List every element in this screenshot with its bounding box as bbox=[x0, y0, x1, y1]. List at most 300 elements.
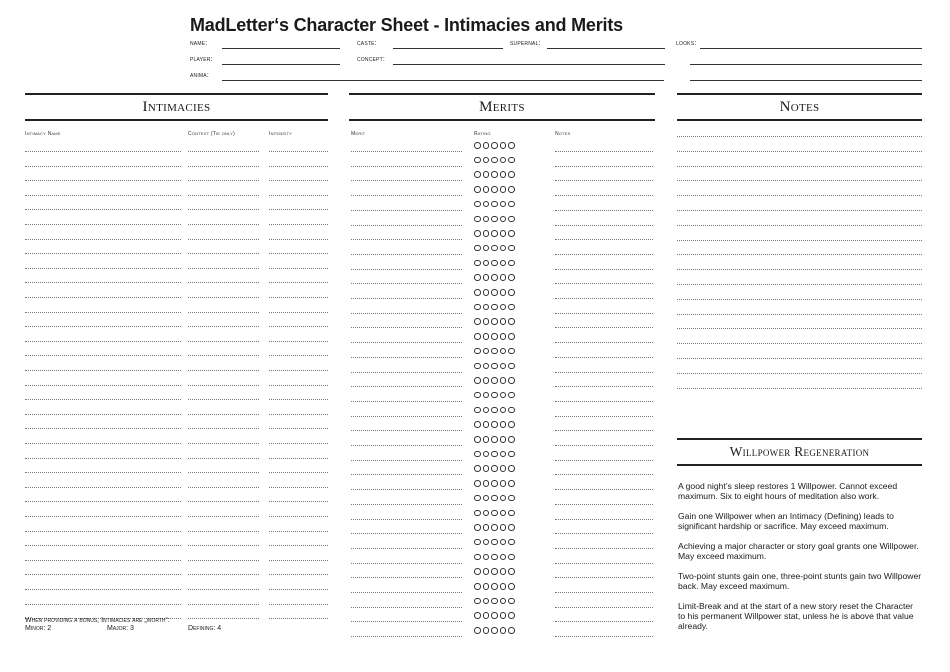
intimacy-context-line[interactable] bbox=[188, 326, 259, 327]
intimacy-intensity-line[interactable] bbox=[269, 341, 328, 342]
name-field[interactable] bbox=[222, 48, 340, 49]
rating-dot[interactable] bbox=[491, 583, 498, 590]
intimacy-context-line[interactable] bbox=[188, 180, 259, 181]
intimacy-context-line[interactable] bbox=[188, 560, 259, 561]
intimacy-intensity-line[interactable] bbox=[269, 253, 328, 254]
rating-dot[interactable] bbox=[474, 524, 481, 531]
intimacy-context-line[interactable] bbox=[188, 428, 259, 429]
intimacy-intensity-line[interactable] bbox=[269, 151, 328, 152]
rating-dot[interactable] bbox=[508, 142, 515, 149]
merit-name-line[interactable] bbox=[351, 254, 462, 255]
rating-dot[interactable] bbox=[474, 363, 481, 370]
rating-dot[interactable] bbox=[483, 274, 490, 281]
rating-dot[interactable] bbox=[483, 392, 490, 399]
merit-name-line[interactable] bbox=[351, 180, 462, 181]
intimacy-intensity-line[interactable] bbox=[269, 545, 328, 546]
rating-dot[interactable] bbox=[474, 421, 481, 428]
rating-dot[interactable] bbox=[508, 274, 515, 281]
rating-dot[interactable] bbox=[483, 583, 490, 590]
rating-dot[interactable] bbox=[491, 480, 498, 487]
merit-name-line[interactable] bbox=[351, 327, 462, 328]
rating-dot[interactable] bbox=[483, 186, 490, 193]
rating-dot[interactable] bbox=[500, 480, 507, 487]
notes-line[interactable] bbox=[677, 210, 922, 211]
merit-name-line[interactable] bbox=[351, 563, 462, 564]
rating-dot[interactable] bbox=[491, 157, 498, 164]
rating-dot[interactable] bbox=[500, 186, 507, 193]
merit-name-line[interactable] bbox=[351, 357, 462, 358]
merit-name-line[interactable] bbox=[351, 283, 462, 284]
rating-dot[interactable] bbox=[500, 436, 507, 443]
intimacy-intensity-line[interactable] bbox=[269, 268, 328, 269]
merit-name-line[interactable] bbox=[351, 474, 462, 475]
rating-dot[interactable] bbox=[500, 157, 507, 164]
intimacy-context-line[interactable] bbox=[188, 458, 259, 459]
merit-notes-line[interactable] bbox=[555, 151, 653, 152]
rating-dot[interactable] bbox=[483, 289, 490, 296]
intimacy-intensity-line[interactable] bbox=[269, 312, 328, 313]
rating-dot[interactable] bbox=[474, 216, 481, 223]
rating-dot[interactable] bbox=[483, 157, 490, 164]
merit-name-line[interactable] bbox=[351, 298, 462, 299]
merit-name-line[interactable] bbox=[351, 401, 462, 402]
rating-dot[interactable] bbox=[491, 333, 498, 340]
merit-name-line[interactable] bbox=[351, 460, 462, 461]
rating-dot[interactable] bbox=[483, 230, 490, 237]
merit-name-line[interactable] bbox=[351, 621, 462, 622]
intimacy-name-line[interactable] bbox=[25, 385, 181, 386]
merit-name-line[interactable] bbox=[351, 416, 462, 417]
rating-dot[interactable] bbox=[491, 465, 498, 472]
rating-dot[interactable] bbox=[491, 510, 498, 517]
intimacy-name-line[interactable] bbox=[25, 604, 181, 605]
rating-dot[interactable] bbox=[483, 436, 490, 443]
rating-dot[interactable] bbox=[491, 216, 498, 223]
merit-name-line[interactable] bbox=[351, 592, 462, 593]
rating-dot[interactable] bbox=[474, 510, 481, 517]
intimacy-context-line[interactable] bbox=[188, 312, 259, 313]
caste-field[interactable] bbox=[393, 48, 503, 49]
rating-dot[interactable] bbox=[483, 377, 490, 384]
intimacy-name-line[interactable] bbox=[25, 268, 181, 269]
player-field[interactable] bbox=[222, 64, 340, 65]
intimacy-context-line[interactable] bbox=[188, 209, 259, 210]
rating-dot[interactable] bbox=[508, 421, 515, 428]
rating-dot[interactable] bbox=[508, 230, 515, 237]
merit-name-line[interactable] bbox=[351, 504, 462, 505]
rating-dot[interactable] bbox=[508, 348, 515, 355]
rating-dot[interactable] bbox=[500, 554, 507, 561]
supernal-field[interactable] bbox=[547, 48, 665, 49]
notes-line[interactable] bbox=[677, 225, 922, 226]
rating-dot[interactable] bbox=[508, 216, 515, 223]
intimacy-name-line[interactable] bbox=[25, 589, 181, 590]
rating-dot[interactable] bbox=[474, 348, 481, 355]
rating-dot[interactable] bbox=[483, 451, 490, 458]
merit-notes-line[interactable] bbox=[555, 327, 653, 328]
rating-dot[interactable] bbox=[474, 260, 481, 267]
rating-dot[interactable] bbox=[500, 568, 507, 575]
notes-line[interactable] bbox=[677, 136, 922, 137]
rating-dot[interactable] bbox=[474, 465, 481, 472]
rating-dot[interactable] bbox=[508, 568, 515, 575]
rating-dot[interactable] bbox=[508, 186, 515, 193]
rating-dot[interactable] bbox=[508, 495, 515, 502]
rating-dot[interactable] bbox=[483, 318, 490, 325]
rating-dot[interactable] bbox=[491, 289, 498, 296]
rating-dot[interactable] bbox=[491, 171, 498, 178]
rating-dot[interactable] bbox=[491, 392, 498, 399]
rating-dot[interactable] bbox=[474, 568, 481, 575]
rating-dot[interactable] bbox=[508, 201, 515, 208]
rating-dot[interactable] bbox=[474, 142, 481, 149]
rating-dot[interactable] bbox=[474, 436, 481, 443]
rating-dot[interactable] bbox=[483, 260, 490, 267]
rating-dot[interactable] bbox=[483, 333, 490, 340]
intimacy-context-line[interactable] bbox=[188, 224, 259, 225]
intimacy-intensity-line[interactable] bbox=[269, 604, 328, 605]
rating-dot[interactable] bbox=[474, 157, 481, 164]
merit-name-line[interactable] bbox=[351, 313, 462, 314]
intimacy-name-line[interactable] bbox=[25, 574, 181, 575]
rating-dot[interactable] bbox=[491, 363, 498, 370]
rating-dot[interactable] bbox=[491, 348, 498, 355]
merit-notes-line[interactable] bbox=[555, 504, 653, 505]
merit-notes-line[interactable] bbox=[555, 166, 653, 167]
merit-name-line[interactable] bbox=[351, 519, 462, 520]
intimacy-context-line[interactable] bbox=[188, 239, 259, 240]
rating-dot[interactable] bbox=[491, 612, 498, 619]
merit-notes-line[interactable] bbox=[555, 225, 653, 226]
intimacy-name-line[interactable] bbox=[25, 166, 181, 167]
rating-dot[interactable] bbox=[500, 377, 507, 384]
rating-dot[interactable] bbox=[491, 230, 498, 237]
intimacy-name-line[interactable] bbox=[25, 501, 181, 502]
merit-notes-line[interactable] bbox=[555, 386, 653, 387]
merit-notes-line[interactable] bbox=[555, 563, 653, 564]
notes-line[interactable] bbox=[677, 373, 922, 374]
notes-line[interactable] bbox=[677, 343, 922, 344]
intimacy-intensity-line[interactable] bbox=[269, 487, 328, 488]
merit-name-line[interactable] bbox=[351, 533, 462, 534]
rating-dot[interactable] bbox=[483, 495, 490, 502]
intimacy-name-line[interactable] bbox=[25, 326, 181, 327]
merit-notes-line[interactable] bbox=[555, 180, 653, 181]
rating-dot[interactable] bbox=[483, 598, 490, 605]
intimacy-name-line[interactable] bbox=[25, 516, 181, 517]
intimacy-intensity-line[interactable] bbox=[269, 472, 328, 473]
rating-dot[interactable] bbox=[500, 495, 507, 502]
intimacy-context-line[interactable] bbox=[188, 574, 259, 575]
notes-line[interactable] bbox=[677, 388, 922, 389]
rating-dot[interactable] bbox=[483, 363, 490, 370]
merit-notes-line[interactable] bbox=[555, 430, 653, 431]
notes-line[interactable] bbox=[677, 269, 922, 270]
intimacy-context-line[interactable] bbox=[188, 253, 259, 254]
intimacy-context-line[interactable] bbox=[188, 414, 259, 415]
rating-dot[interactable] bbox=[474, 201, 481, 208]
intimacy-name-line[interactable] bbox=[25, 545, 181, 546]
notes-line[interactable] bbox=[677, 284, 922, 285]
merit-notes-line[interactable] bbox=[555, 283, 653, 284]
rating-dot[interactable] bbox=[500, 289, 507, 296]
intimacy-context-line[interactable] bbox=[188, 355, 259, 356]
rating-dot[interactable] bbox=[474, 333, 481, 340]
rating-dot[interactable] bbox=[500, 421, 507, 428]
merit-notes-line[interactable] bbox=[555, 401, 653, 402]
intimacy-context-line[interactable] bbox=[188, 282, 259, 283]
intimacy-intensity-line[interactable] bbox=[269, 458, 328, 459]
rating-dot[interactable] bbox=[474, 304, 481, 311]
rating-dot[interactable] bbox=[508, 377, 515, 384]
intimacy-context-line[interactable] bbox=[188, 195, 259, 196]
merit-name-line[interactable] bbox=[351, 607, 462, 608]
intimacy-name-line[interactable] bbox=[25, 282, 181, 283]
rating-dot[interactable] bbox=[500, 539, 507, 546]
intimacy-name-line[interactable] bbox=[25, 428, 181, 429]
rating-dot[interactable] bbox=[474, 274, 481, 281]
rating-dot[interactable] bbox=[508, 627, 515, 634]
intimacy-intensity-line[interactable] bbox=[269, 414, 328, 415]
merit-name-line[interactable] bbox=[351, 445, 462, 446]
intimacy-context-line[interactable] bbox=[188, 531, 259, 532]
intimacy-name-line[interactable] bbox=[25, 414, 181, 415]
intimacy-intensity-line[interactable] bbox=[269, 209, 328, 210]
merit-name-line[interactable] bbox=[351, 210, 462, 211]
rating-dot[interactable] bbox=[474, 377, 481, 384]
intimacy-name-line[interactable] bbox=[25, 253, 181, 254]
intimacy-name-line[interactable] bbox=[25, 355, 181, 356]
intimacy-context-line[interactable] bbox=[188, 472, 259, 473]
rating-dot[interactable] bbox=[500, 304, 507, 311]
rating-dot[interactable] bbox=[500, 333, 507, 340]
intimacy-intensity-line[interactable] bbox=[269, 531, 328, 532]
rating-dot[interactable] bbox=[500, 318, 507, 325]
rating-dot[interactable] bbox=[500, 524, 507, 531]
rating-dot[interactable] bbox=[491, 436, 498, 443]
merit-name-line[interactable] bbox=[351, 269, 462, 270]
intimacy-name-line[interactable] bbox=[25, 312, 181, 313]
intimacy-name-line[interactable] bbox=[25, 560, 181, 561]
rating-dot[interactable] bbox=[491, 186, 498, 193]
merit-notes-line[interactable] bbox=[555, 445, 653, 446]
notes-line[interactable] bbox=[677, 328, 922, 329]
rating-dot[interactable] bbox=[491, 260, 498, 267]
intimacy-intensity-line[interactable] bbox=[269, 180, 328, 181]
intimacy-intensity-line[interactable] bbox=[269, 166, 328, 167]
merit-notes-line[interactable] bbox=[555, 254, 653, 255]
rating-dot[interactable] bbox=[483, 304, 490, 311]
rating-dot[interactable] bbox=[483, 201, 490, 208]
rating-dot[interactable] bbox=[491, 524, 498, 531]
rating-dot[interactable] bbox=[500, 142, 507, 149]
rating-dot[interactable] bbox=[500, 407, 507, 414]
intimacy-intensity-line[interactable] bbox=[269, 385, 328, 386]
merit-name-line[interactable] bbox=[351, 372, 462, 373]
merit-notes-line[interactable] bbox=[555, 313, 653, 314]
rating-dot[interactable] bbox=[500, 392, 507, 399]
rating-dot[interactable] bbox=[483, 348, 490, 355]
merit-notes-line[interactable] bbox=[555, 195, 653, 196]
intimacy-name-line[interactable] bbox=[25, 370, 181, 371]
rating-dot[interactable] bbox=[474, 392, 481, 399]
anima-field[interactable] bbox=[222, 80, 664, 81]
intimacy-context-line[interactable] bbox=[188, 268, 259, 269]
rating-dot[interactable] bbox=[491, 554, 498, 561]
merit-name-line[interactable] bbox=[351, 548, 462, 549]
merit-name-line[interactable] bbox=[351, 489, 462, 490]
merit-notes-line[interactable] bbox=[555, 269, 653, 270]
intimacy-name-line[interactable] bbox=[25, 224, 181, 225]
looks-field-line-2[interactable] bbox=[690, 64, 922, 65]
rating-dot[interactable] bbox=[474, 539, 481, 546]
rating-dot[interactable] bbox=[508, 245, 515, 252]
intimacy-context-line[interactable] bbox=[188, 385, 259, 386]
rating-dot[interactable] bbox=[508, 436, 515, 443]
intimacy-intensity-line[interactable] bbox=[269, 399, 328, 400]
rating-dot[interactable] bbox=[483, 171, 490, 178]
merit-name-line[interactable] bbox=[351, 195, 462, 196]
intimacy-name-line[interactable] bbox=[25, 458, 181, 459]
intimacy-context-line[interactable] bbox=[188, 370, 259, 371]
intimacy-context-line[interactable] bbox=[188, 341, 259, 342]
rating-dot[interactable] bbox=[483, 627, 490, 634]
rating-dot[interactable] bbox=[491, 245, 498, 252]
intimacy-intensity-line[interactable] bbox=[269, 501, 328, 502]
intimacy-context-line[interactable] bbox=[188, 399, 259, 400]
intimacy-name-line[interactable] bbox=[25, 487, 181, 488]
intimacy-name-line[interactable] bbox=[25, 151, 181, 152]
merit-name-line[interactable] bbox=[351, 430, 462, 431]
intimacy-name-line[interactable] bbox=[25, 239, 181, 240]
rating-dot[interactable] bbox=[474, 495, 481, 502]
merit-notes-line[interactable] bbox=[555, 577, 653, 578]
rating-dot[interactable] bbox=[491, 598, 498, 605]
merit-notes-line[interactable] bbox=[555, 239, 653, 240]
intimacy-name-line[interactable] bbox=[25, 472, 181, 473]
rating-dot[interactable] bbox=[508, 583, 515, 590]
rating-dot[interactable] bbox=[491, 274, 498, 281]
rating-dot[interactable] bbox=[474, 230, 481, 237]
intimacy-context-line[interactable] bbox=[188, 297, 259, 298]
rating-dot[interactable] bbox=[483, 465, 490, 472]
rating-dot[interactable] bbox=[508, 363, 515, 370]
rating-dot[interactable] bbox=[483, 539, 490, 546]
rating-dot[interactable] bbox=[491, 142, 498, 149]
notes-line[interactable] bbox=[677, 358, 922, 359]
intimacy-context-line[interactable] bbox=[188, 151, 259, 152]
rating-dot[interactable] bbox=[491, 377, 498, 384]
intimacy-intensity-line[interactable] bbox=[269, 443, 328, 444]
rating-dot[interactable] bbox=[474, 289, 481, 296]
intimacy-intensity-line[interactable] bbox=[269, 589, 328, 590]
rating-dot[interactable] bbox=[508, 289, 515, 296]
rating-dot[interactable] bbox=[483, 216, 490, 223]
merit-notes-line[interactable] bbox=[555, 416, 653, 417]
rating-dot[interactable] bbox=[483, 421, 490, 428]
rating-dot[interactable] bbox=[474, 407, 481, 414]
notes-line[interactable] bbox=[677, 166, 922, 167]
intimacy-name-line[interactable] bbox=[25, 195, 181, 196]
rating-dot[interactable] bbox=[483, 245, 490, 252]
rating-dot[interactable] bbox=[491, 318, 498, 325]
looks-field[interactable] bbox=[700, 48, 922, 49]
rating-dot[interactable] bbox=[491, 568, 498, 575]
merit-name-line[interactable] bbox=[351, 166, 462, 167]
concept-field[interactable] bbox=[393, 64, 665, 65]
rating-dot[interactable] bbox=[474, 171, 481, 178]
intimacy-context-line[interactable] bbox=[188, 443, 259, 444]
merit-notes-line[interactable] bbox=[555, 519, 653, 520]
rating-dot[interactable] bbox=[483, 407, 490, 414]
rating-dot[interactable] bbox=[508, 451, 515, 458]
rating-dot[interactable] bbox=[500, 216, 507, 223]
intimacy-name-line[interactable] bbox=[25, 341, 181, 342]
rating-dot[interactable] bbox=[508, 524, 515, 531]
rating-dot[interactable] bbox=[508, 392, 515, 399]
rating-dot[interactable] bbox=[508, 554, 515, 561]
merit-notes-line[interactable] bbox=[555, 592, 653, 593]
notes-line[interactable] bbox=[677, 195, 922, 196]
rating-dot[interactable] bbox=[500, 510, 507, 517]
rating-dot[interactable] bbox=[474, 627, 481, 634]
notes-line[interactable] bbox=[677, 254, 922, 255]
merit-notes-line[interactable] bbox=[555, 357, 653, 358]
merit-notes-line[interactable] bbox=[555, 621, 653, 622]
merit-notes-line[interactable] bbox=[555, 533, 653, 534]
intimacy-name-line[interactable] bbox=[25, 209, 181, 210]
merit-notes-line[interactable] bbox=[555, 548, 653, 549]
rating-dot[interactable] bbox=[474, 598, 481, 605]
rating-dot[interactable] bbox=[500, 583, 507, 590]
rating-dot[interactable] bbox=[508, 260, 515, 267]
intimacy-intensity-line[interactable] bbox=[269, 195, 328, 196]
rating-dot[interactable] bbox=[508, 157, 515, 164]
rating-dot[interactable] bbox=[483, 510, 490, 517]
intimacy-intensity-line[interactable] bbox=[269, 618, 328, 619]
rating-dot[interactable] bbox=[508, 304, 515, 311]
rating-dot[interactable] bbox=[483, 612, 490, 619]
intimacy-context-line[interactable] bbox=[188, 516, 259, 517]
intimacy-intensity-line[interactable] bbox=[269, 516, 328, 517]
rating-dot[interactable] bbox=[474, 245, 481, 252]
intimacy-intensity-line[interactable] bbox=[269, 326, 328, 327]
rating-dot[interactable] bbox=[491, 627, 498, 634]
intimacy-intensity-line[interactable] bbox=[269, 560, 328, 561]
notes-line[interactable] bbox=[677, 299, 922, 300]
rating-dot[interactable] bbox=[474, 186, 481, 193]
rating-dot[interactable] bbox=[491, 495, 498, 502]
merit-name-line[interactable] bbox=[351, 386, 462, 387]
rating-dot[interactable] bbox=[491, 304, 498, 311]
rating-dot[interactable] bbox=[500, 348, 507, 355]
rating-dot[interactable] bbox=[500, 363, 507, 370]
rating-dot[interactable] bbox=[500, 245, 507, 252]
rating-dot[interactable] bbox=[491, 421, 498, 428]
merit-notes-line[interactable] bbox=[555, 489, 653, 490]
rating-dot[interactable] bbox=[483, 554, 490, 561]
intimacy-intensity-line[interactable] bbox=[269, 355, 328, 356]
rating-dot[interactable] bbox=[508, 318, 515, 325]
intimacy-name-line[interactable] bbox=[25, 399, 181, 400]
intimacy-intensity-line[interactable] bbox=[269, 224, 328, 225]
rating-dot[interactable] bbox=[500, 598, 507, 605]
rating-dot[interactable] bbox=[508, 598, 515, 605]
intimacy-intensity-line[interactable] bbox=[269, 297, 328, 298]
merit-name-line[interactable] bbox=[351, 151, 462, 152]
rating-dot[interactable] bbox=[483, 142, 490, 149]
rating-dot[interactable] bbox=[500, 612, 507, 619]
